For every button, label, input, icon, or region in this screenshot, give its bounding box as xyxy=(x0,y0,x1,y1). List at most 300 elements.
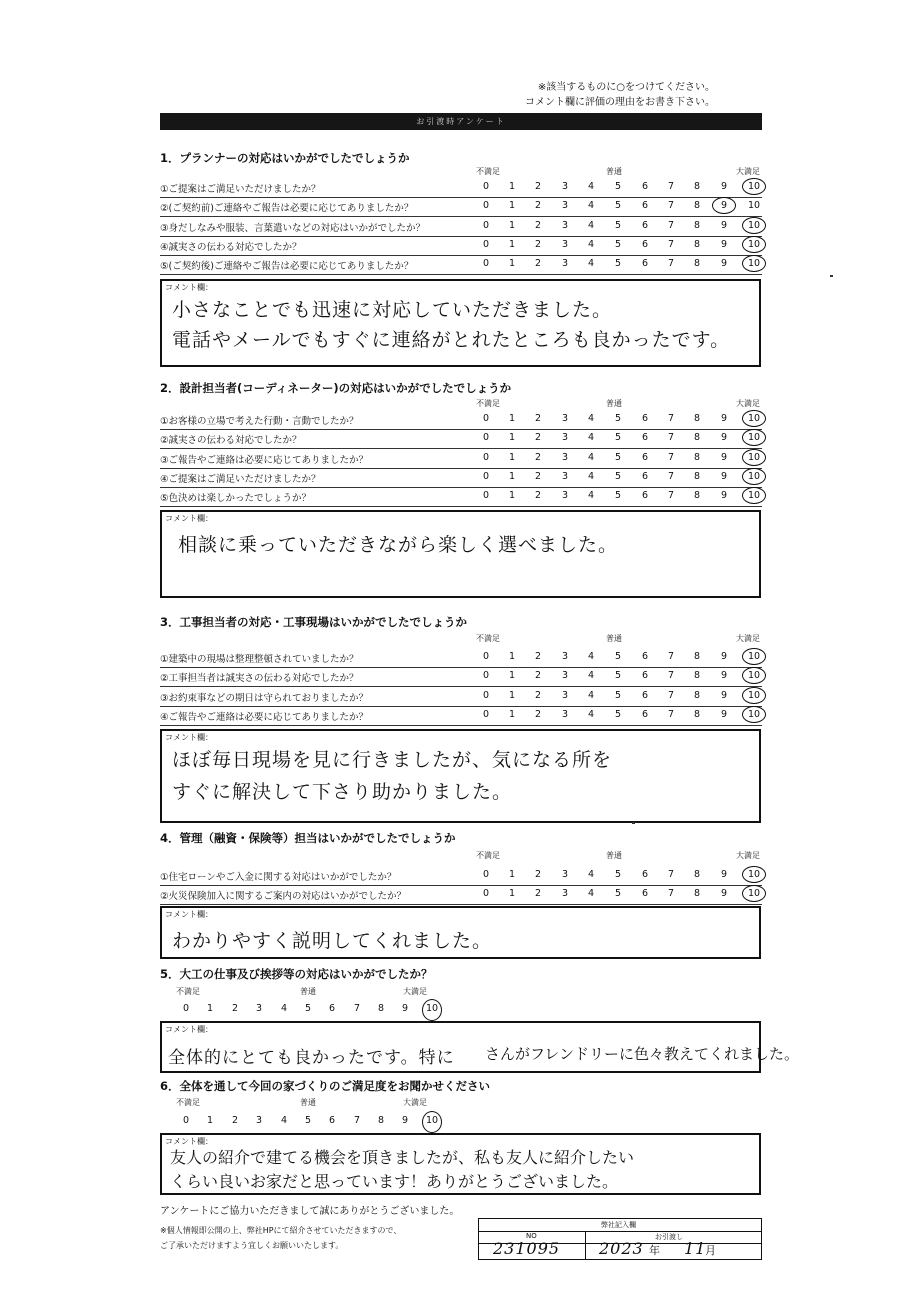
section-2-comment-box xyxy=(160,510,761,598)
question-row xyxy=(160,236,762,256)
selected-rating-circle xyxy=(742,410,766,427)
question-label: ⑤(ご契約後)ご連絡やご報告は必要に応じてありましたか？ xyxy=(160,261,414,273)
rating-option[interactable]: 2 xyxy=(534,219,542,231)
rating-option[interactable]: 10 xyxy=(747,689,761,701)
question-row xyxy=(160,197,762,217)
rating-option[interactable]: 8 xyxy=(693,470,701,482)
rating-option[interactable]: 2 xyxy=(231,1003,239,1014)
rating-option[interactable]: 7 xyxy=(353,1115,361,1126)
rating-option[interactable]: 8 xyxy=(693,181,701,192)
selected-rating-circle xyxy=(742,648,766,665)
question-label: ③身だしなみや服装、言葉遣いなどの対応はいかがでしたか？ xyxy=(160,222,426,234)
rating-option[interactable]: 3 xyxy=(561,181,569,192)
rating-option[interactable]: 10 xyxy=(747,413,761,424)
rating-option[interactable]: 4 xyxy=(280,1003,288,1014)
rating-option[interactable]: 4 xyxy=(587,888,595,900)
rating-option[interactable]: 5 xyxy=(304,1003,312,1014)
rating-option[interactable]: 2 xyxy=(534,708,542,720)
rating-option[interactable]: 6 xyxy=(641,200,649,212)
question-label: ④ご提案はご満足いただけましたか？ xyxy=(160,473,321,485)
rating-option[interactable]: 0 xyxy=(482,238,490,250)
rating-option[interactable]: 8 xyxy=(693,670,701,682)
rating-option[interactable]: 6 xyxy=(328,1115,336,1126)
rating-option[interactable]: 9 xyxy=(720,451,728,463)
comment-line: 電話やメールでもすぐに連絡がとれたところも良かったです。 xyxy=(172,329,731,351)
rating-option[interactable]: 5 xyxy=(614,869,622,880)
rating-option[interactable]: 0 xyxy=(482,708,490,720)
rating-option[interactable]: 6 xyxy=(641,413,649,424)
question-label: ①お客様の立場で考えた行動・言動でしたか？ xyxy=(160,416,359,427)
rating-option[interactable]: 2 xyxy=(231,1115,239,1126)
rating-option[interactable]: 10 xyxy=(747,432,761,444)
rating-option[interactable]: 7 xyxy=(667,432,675,444)
rating-option[interactable]: 2 xyxy=(534,258,542,270)
rating-option[interactable]: 4 xyxy=(587,869,595,880)
rating-option[interactable]: 8 xyxy=(693,219,701,231)
scale-label-high: 大満足 xyxy=(736,634,760,643)
rating-option[interactable]: 0 xyxy=(182,1003,190,1014)
rating-option[interactable]: 4 xyxy=(587,490,595,502)
rating-option[interactable]: 7 xyxy=(667,413,675,424)
comment-label: コメント欄： xyxy=(165,1137,213,1146)
rating-option[interactable]: 0 xyxy=(482,869,490,880)
selected-rating-circle xyxy=(742,429,766,446)
rating-option[interactable]: 6 xyxy=(641,451,649,463)
survey-title-bar: お引渡時アンケート xyxy=(160,113,762,130)
rating-option[interactable]: 7 xyxy=(667,708,675,720)
scale-label-mid: 普通 xyxy=(300,1098,316,1107)
question-label: ①住宅ローンやご入金に関する対応はいかがでしたか？ xyxy=(160,872,397,883)
rating-option[interactable]: 9 xyxy=(720,670,728,682)
rating-option[interactable]: 7 xyxy=(667,181,675,192)
rating-option[interactable]: 7 xyxy=(667,670,675,682)
rating-option[interactable]: 9 xyxy=(720,470,728,482)
rating-option[interactable]: 7 xyxy=(667,869,675,880)
question-row xyxy=(160,866,762,886)
rating-option[interactable]: 3 xyxy=(561,200,569,212)
scale-label-low: 不満足 xyxy=(176,1098,200,1107)
rating-option[interactable]: 5 xyxy=(614,708,622,720)
scale-label-low: 不満足 xyxy=(176,987,200,996)
rating-option[interactable]: 4 xyxy=(587,451,595,463)
rating-option[interactable]: 1 xyxy=(206,1115,214,1126)
selected-rating-circle xyxy=(742,255,766,272)
scale-label-mid: 普通 xyxy=(606,634,622,643)
rating-option[interactable]: 2 xyxy=(534,181,542,192)
rating-option[interactable]: 0 xyxy=(482,219,490,231)
scale-label-high: 大満足 xyxy=(736,851,760,860)
rating-option[interactable]: 3 xyxy=(255,1003,263,1014)
question-row xyxy=(160,487,762,507)
office-use-box xyxy=(478,1218,762,1260)
comment-label: コメント欄： xyxy=(165,733,213,742)
rating-option[interactable]: 0 xyxy=(482,689,490,701)
rating-option[interactable]: 7 xyxy=(667,200,675,212)
rating-option[interactable]: 9 xyxy=(720,238,728,250)
rating-option[interactable]: 9 xyxy=(720,200,728,212)
rating-option[interactable]: 8 xyxy=(377,1115,385,1126)
section-4-comment-box xyxy=(160,906,761,959)
rating-option[interactable]: 4 xyxy=(587,200,595,212)
rating-option[interactable]: 1 xyxy=(508,258,516,270)
rating-option[interactable]: 1 xyxy=(508,413,516,424)
rating-option[interactable]: 5 xyxy=(614,238,622,250)
selected-rating-circle xyxy=(742,706,766,723)
rating-option[interactable]: 9 xyxy=(720,413,728,424)
rating-option[interactable]: 8 xyxy=(693,651,701,662)
rating-option[interactable]: 9 xyxy=(720,689,728,701)
rating-option[interactable]: 10 xyxy=(747,470,761,482)
rating-option[interactable]: 10 xyxy=(747,708,761,720)
rating-option[interactable]: 5 xyxy=(614,490,622,502)
rating-option[interactable]: 2 xyxy=(534,888,542,900)
question-row xyxy=(160,255,762,275)
selected-rating-circle xyxy=(742,487,766,504)
privacy-note-2: ご了承いただけますよう宜しくお願いいたします。 xyxy=(160,1241,344,1250)
scale-label-high: 大満足 xyxy=(403,1098,427,1107)
selected-rating-circle xyxy=(422,999,442,1021)
selected-rating-circle xyxy=(742,449,766,466)
rating-option[interactable]: 0 xyxy=(482,651,490,662)
rating-option[interactable]: 2 xyxy=(534,490,542,502)
rating-option[interactable]: 8 xyxy=(693,413,701,424)
rating-option[interactable]: 1 xyxy=(508,238,516,250)
rating-option[interactable]: 3 xyxy=(561,432,569,444)
rating-option[interactable]: 2 xyxy=(534,451,542,463)
section-6-title: 6．全体を通して今回の家づくりのご満足度をお聞かせください xyxy=(160,1079,490,1093)
selected-rating-circle xyxy=(742,885,766,902)
comment-line: 小さなことでも迅速に対応していただきました。 xyxy=(172,299,613,321)
section-3-comment-box xyxy=(160,729,761,823)
rating-option[interactable]: 6 xyxy=(641,651,649,662)
scale-label-high: 大満足 xyxy=(736,399,760,408)
rating-option[interactable]: 1 xyxy=(508,181,516,192)
rating-option[interactable]: 8 xyxy=(693,451,701,463)
rating-option[interactable]: 9 xyxy=(401,1115,409,1126)
selected-rating-circle xyxy=(742,236,766,253)
scale-label-mid: 普通 xyxy=(606,399,622,408)
rating-option[interactable]: 6 xyxy=(641,432,649,444)
rating-option[interactable]: 9 xyxy=(720,490,728,502)
rating-option[interactable]: 7 xyxy=(667,470,675,482)
rating-option[interactable]: 0 xyxy=(182,1115,190,1126)
rating-option[interactable]: 9 xyxy=(720,708,728,720)
comment-line: わかりやすく説明してくれました。 xyxy=(172,930,493,952)
rating-option[interactable]: 3 xyxy=(561,238,569,250)
scan-speck xyxy=(830,275,833,277)
rating-option[interactable]: 4 xyxy=(587,670,595,682)
rating-option[interactable]: 6 xyxy=(641,888,649,900)
question-row xyxy=(160,429,762,449)
comment-line: さんがフレンドリーに色々教えてくれました。 xyxy=(485,1045,800,1063)
comment-line: 全体的にとても良かったです。特に xyxy=(168,1048,455,1068)
rating-option[interactable]: 1 xyxy=(508,651,516,662)
rating-option[interactable]: 5 xyxy=(614,200,622,212)
question-row xyxy=(160,648,762,668)
rating-option[interactable]: 0 xyxy=(482,200,490,212)
rating-option[interactable]: 9 xyxy=(720,258,728,270)
rating-option[interactable]: 10 xyxy=(747,490,761,502)
rating-option[interactable]: 5 xyxy=(614,451,622,463)
rating-option[interactable]: 4 xyxy=(587,238,595,250)
question-label: ④ご報告やご連絡は必要に応じてありましたか？ xyxy=(160,711,369,723)
scale-label-mid: 普通 xyxy=(300,987,316,996)
question-label: ⑤色決めは楽しかったでしょうか？ xyxy=(160,493,312,505)
rating-option[interactable]: 6 xyxy=(328,1003,336,1014)
rating-option[interactable]: 2 xyxy=(534,413,542,424)
rating-option[interactable]: 1 xyxy=(508,432,516,444)
selected-rating-circle xyxy=(742,217,766,234)
rating-option[interactable]: 5 xyxy=(614,470,622,482)
rating-option[interactable]: 2 xyxy=(534,200,542,212)
rating-option[interactable]: 0 xyxy=(482,451,490,463)
handover-year: 2023 xyxy=(599,1239,644,1258)
instruction-text-2: コメント欄に評価の理由をお書き下さい。 xyxy=(525,97,715,108)
rating-option[interactable]: 1 xyxy=(508,869,516,880)
rating-option[interactable]: 10 xyxy=(747,258,761,270)
rating-option[interactable]: 8 xyxy=(693,708,701,720)
question-label: ②工事担当者は誠実さの伝わる対応でしたか？ xyxy=(160,673,359,685)
rating-option[interactable]: 6 xyxy=(641,258,649,270)
question-row xyxy=(160,178,762,198)
question-row xyxy=(160,449,762,469)
rating-option[interactable]: 1 xyxy=(508,490,516,502)
rating-option[interactable]: 1 xyxy=(508,219,516,231)
question-row xyxy=(160,687,762,707)
rating-option[interactable]: 4 xyxy=(587,470,595,482)
rating-option[interactable]: 3 xyxy=(561,888,569,900)
rating-option[interactable]: 0 xyxy=(482,888,490,900)
scale-label-mid: 普通 xyxy=(606,167,622,176)
office-use-header-label: 弊社記入欄 xyxy=(601,1221,636,1229)
rating-option[interactable]: 10 xyxy=(747,219,761,231)
rating-option[interactable]: 3 xyxy=(561,651,569,662)
rating-option[interactable]: 1 xyxy=(508,670,516,682)
rating-option[interactable]: 8 xyxy=(693,238,701,250)
section-1-title: 1．プランナーの対応はいかがでしたでしょうか xyxy=(160,151,410,165)
rating-option[interactable]: 8 xyxy=(693,490,701,502)
section-1-comment-box xyxy=(160,279,761,367)
comment-label: コメント欄： xyxy=(165,283,213,292)
question-label: ②火災保険加入に関するご案内の対応はいかがでしたか？ xyxy=(160,891,407,903)
no-label: NO xyxy=(526,1232,537,1240)
question-label: ②誠実さの伝わる対応でしたか？ xyxy=(160,435,302,447)
selected-rating-circle xyxy=(742,468,766,485)
rating-option[interactable]: 4 xyxy=(587,413,595,424)
rating-option[interactable]: 4 xyxy=(587,651,595,662)
rating-option[interactable]: 6 xyxy=(641,869,649,880)
rating-option[interactable]: 10 xyxy=(747,651,761,662)
handover-label: お引渡し xyxy=(655,1233,683,1241)
rating-option[interactable]: 4 xyxy=(587,689,595,701)
rating-option[interactable]: 0 xyxy=(482,490,490,502)
rating-option[interactable]: 3 xyxy=(561,258,569,270)
scale-label-low: 不満足 xyxy=(476,851,500,860)
rating-option[interactable]: 0 xyxy=(482,258,490,270)
rating-option[interactable]: 2 xyxy=(534,238,542,250)
rating-option[interactable]: 4 xyxy=(280,1115,288,1126)
scale-label-low: 不満足 xyxy=(476,167,500,176)
rating-option[interactable]: 10 xyxy=(747,238,761,250)
scale-label-high: 大満足 xyxy=(403,987,427,996)
rating-option[interactable]: 8 xyxy=(693,258,701,270)
rating-option[interactable]: 4 xyxy=(587,258,595,270)
rating-option[interactable]: 9 xyxy=(720,432,728,444)
rating-option[interactable]: 6 xyxy=(641,219,649,231)
selected-rating-circle xyxy=(712,197,736,214)
comment-line: 相談に乗っていただきながら楽しく選べました。 xyxy=(178,534,619,556)
rating-option[interactable]: 7 xyxy=(667,651,675,662)
rating-option[interactable]: 0 xyxy=(482,670,490,682)
rating-option[interactable]: 3 xyxy=(561,869,569,880)
month-suffix: 月 xyxy=(705,1244,716,1257)
rating-option[interactable]: 1 xyxy=(508,451,516,463)
rating-option[interactable]: 8 xyxy=(693,432,701,444)
scale-label-high: 大満足 xyxy=(736,167,760,176)
selected-rating-circle xyxy=(742,178,766,195)
question-label: ③お約束事などの期日は守られておりましたか？ xyxy=(160,692,369,704)
section-5-title: 5．大工の仕事及び挨拶等の対応はいかがでしたか？ xyxy=(160,967,433,981)
rating-option[interactable]: 5 xyxy=(614,651,622,662)
rating-option[interactable]: 3 xyxy=(255,1115,263,1126)
rating-option[interactable]: 1 xyxy=(206,1003,214,1014)
rating-option[interactable]: 9 xyxy=(401,1003,409,1014)
rating-option[interactable]: 7 xyxy=(667,238,675,250)
rating-option[interactable]: 2 xyxy=(534,470,542,482)
rating-option[interactable]: 6 xyxy=(641,670,649,682)
rating-option[interactable]: 9 xyxy=(720,869,728,880)
question-row xyxy=(160,468,762,488)
rating-option[interactable]: 0 xyxy=(482,432,490,444)
rating-option[interactable]: 2 xyxy=(534,651,542,662)
rating-option[interactable]: 1 xyxy=(508,689,516,701)
rating-option[interactable]: 10 xyxy=(747,181,761,192)
rating-option[interactable]: 6 xyxy=(641,470,649,482)
rating-option[interactable]: 1 xyxy=(508,888,516,900)
question-label: ④誠実さの伝わる対応でしたか？ xyxy=(160,241,302,253)
rating-option[interactable]: 3 xyxy=(561,670,569,682)
rating-option[interactable]: 7 xyxy=(667,888,675,900)
question-label: ①建築中の現場は整理整頓されていましたか？ xyxy=(160,654,359,665)
rating-option[interactable]: 2 xyxy=(534,670,542,682)
question-row xyxy=(160,217,762,237)
rating-option[interactable]: 6 xyxy=(641,689,649,701)
rating-option[interactable]: 10 xyxy=(425,1003,439,1014)
scan-speck xyxy=(632,822,635,824)
rating-option[interactable]: 3 xyxy=(561,451,569,463)
rating-option[interactable]: 1 xyxy=(508,470,516,482)
rating-option[interactable]: 10 xyxy=(747,200,761,212)
rating-option[interactable]: 10 xyxy=(747,451,761,463)
rating-option[interactable]: 5 xyxy=(304,1115,312,1126)
thanks-text: アンケートにご協力いただきまして誠にありがとうございました。 xyxy=(160,1206,460,1217)
rating-option[interactable]: 5 xyxy=(614,219,622,231)
rating-option[interactable]: 9 xyxy=(720,888,728,900)
rating-option[interactable]: 7 xyxy=(667,689,675,701)
rating-option[interactable]: 9 xyxy=(720,651,728,662)
rating-option[interactable]: 5 xyxy=(614,670,622,682)
rating-option[interactable]: 6 xyxy=(641,490,649,502)
rating-option[interactable]: 6 xyxy=(641,708,649,720)
rating-option[interactable]: 4 xyxy=(587,432,595,444)
rating-option[interactable]: 10 xyxy=(747,670,761,682)
selected-rating-circle xyxy=(742,866,766,883)
comment-label: コメント欄： xyxy=(165,910,213,919)
rating-option[interactable]: 9 xyxy=(720,181,728,192)
rating-option[interactable]: 10 xyxy=(747,888,761,900)
rating-option[interactable]: 5 xyxy=(614,413,622,424)
question-label: ③ご報告やご連絡は必要に応じてありましたか？ xyxy=(160,454,369,466)
rating-option[interactable]: 2 xyxy=(534,689,542,701)
comment-label: コメント欄： xyxy=(165,514,213,523)
scale-label-low: 不満足 xyxy=(476,634,500,643)
section-2-title: 2．設計担当者(コーディネーター)の対応はいかがでしたでしょうか xyxy=(160,381,512,395)
rating-option[interactable]: 5 xyxy=(614,689,622,701)
rating-option[interactable]: 3 xyxy=(561,708,569,720)
rating-option[interactable]: 6 xyxy=(641,181,649,192)
rating-option[interactable]: 7 xyxy=(667,490,675,502)
rating-option[interactable]: 7 xyxy=(667,219,675,231)
rating-option[interactable]: 7 xyxy=(667,451,675,463)
rating-option[interactable]: 4 xyxy=(587,708,595,720)
rating-option[interactable]: 8 xyxy=(693,888,701,900)
comment-line: ほぼ毎日現場を見に行きましたが、気になる所を xyxy=(172,749,613,771)
section-5-comment-box xyxy=(160,1021,800,1073)
rating-option[interactable]: 10 xyxy=(425,1115,439,1126)
rating-option[interactable]: 3 xyxy=(561,413,569,424)
rating-option[interactable]: 3 xyxy=(561,219,569,231)
section-4-title: 4．管理（融資・保険等）担当はいかがでしたでしょうか xyxy=(160,831,456,845)
question-row xyxy=(160,706,762,726)
rating-option[interactable]: 9 xyxy=(720,219,728,231)
rating-option[interactable]: 0 xyxy=(482,470,490,482)
rating-option[interactable]: 10 xyxy=(747,869,761,880)
rating-option[interactable]: 7 xyxy=(353,1003,361,1014)
rating-option[interactable]: 1 xyxy=(508,200,516,212)
rating-option[interactable]: 8 xyxy=(693,869,701,880)
question-row xyxy=(160,885,762,905)
comment-line: 友人の紹介で建てる機会を頂きましたが、私も友人に紹介したい xyxy=(170,1148,635,1167)
rating-option[interactable]: 3 xyxy=(561,470,569,482)
rating-option[interactable]: 5 xyxy=(614,432,622,444)
section-3-title: 3．工事担当者の対応・工事現場はいかがでしたでしょうか xyxy=(160,615,467,629)
rating-option[interactable]: 2 xyxy=(534,432,542,444)
rating-option[interactable]: 4 xyxy=(587,181,595,192)
rating-option[interactable]: 7 xyxy=(667,258,675,270)
handover-month: 11 xyxy=(684,1239,707,1258)
rating-option[interactable]: 8 xyxy=(377,1003,385,1014)
rating-option[interactable]: 5 xyxy=(614,181,622,192)
rating-option[interactable]: 5 xyxy=(614,888,622,900)
rating-option[interactable]: 6 xyxy=(641,238,649,250)
comment-label: コメント欄： xyxy=(165,1025,213,1034)
survey-number: 231095 xyxy=(493,1239,561,1258)
rating-option[interactable]: 3 xyxy=(561,490,569,502)
rating-option[interactable]: 0 xyxy=(482,181,490,192)
rating-option[interactable]: 1 xyxy=(508,708,516,720)
rating-option[interactable]: 4 xyxy=(587,219,595,231)
rating-option[interactable]: 5 xyxy=(614,258,622,270)
instruction-text-1: ※該当するものに○をつけてください。 xyxy=(537,82,715,93)
selected-rating-circle xyxy=(422,1111,442,1133)
rating-option[interactable]: 8 xyxy=(693,689,701,701)
rating-option[interactable]: 2 xyxy=(534,869,542,880)
question-row xyxy=(160,667,762,687)
rating-option[interactable]: 8 xyxy=(693,200,701,212)
year-suffix: 年 xyxy=(649,1244,660,1257)
rating-option[interactable]: 0 xyxy=(482,413,490,424)
rating-option[interactable]: 3 xyxy=(561,689,569,701)
